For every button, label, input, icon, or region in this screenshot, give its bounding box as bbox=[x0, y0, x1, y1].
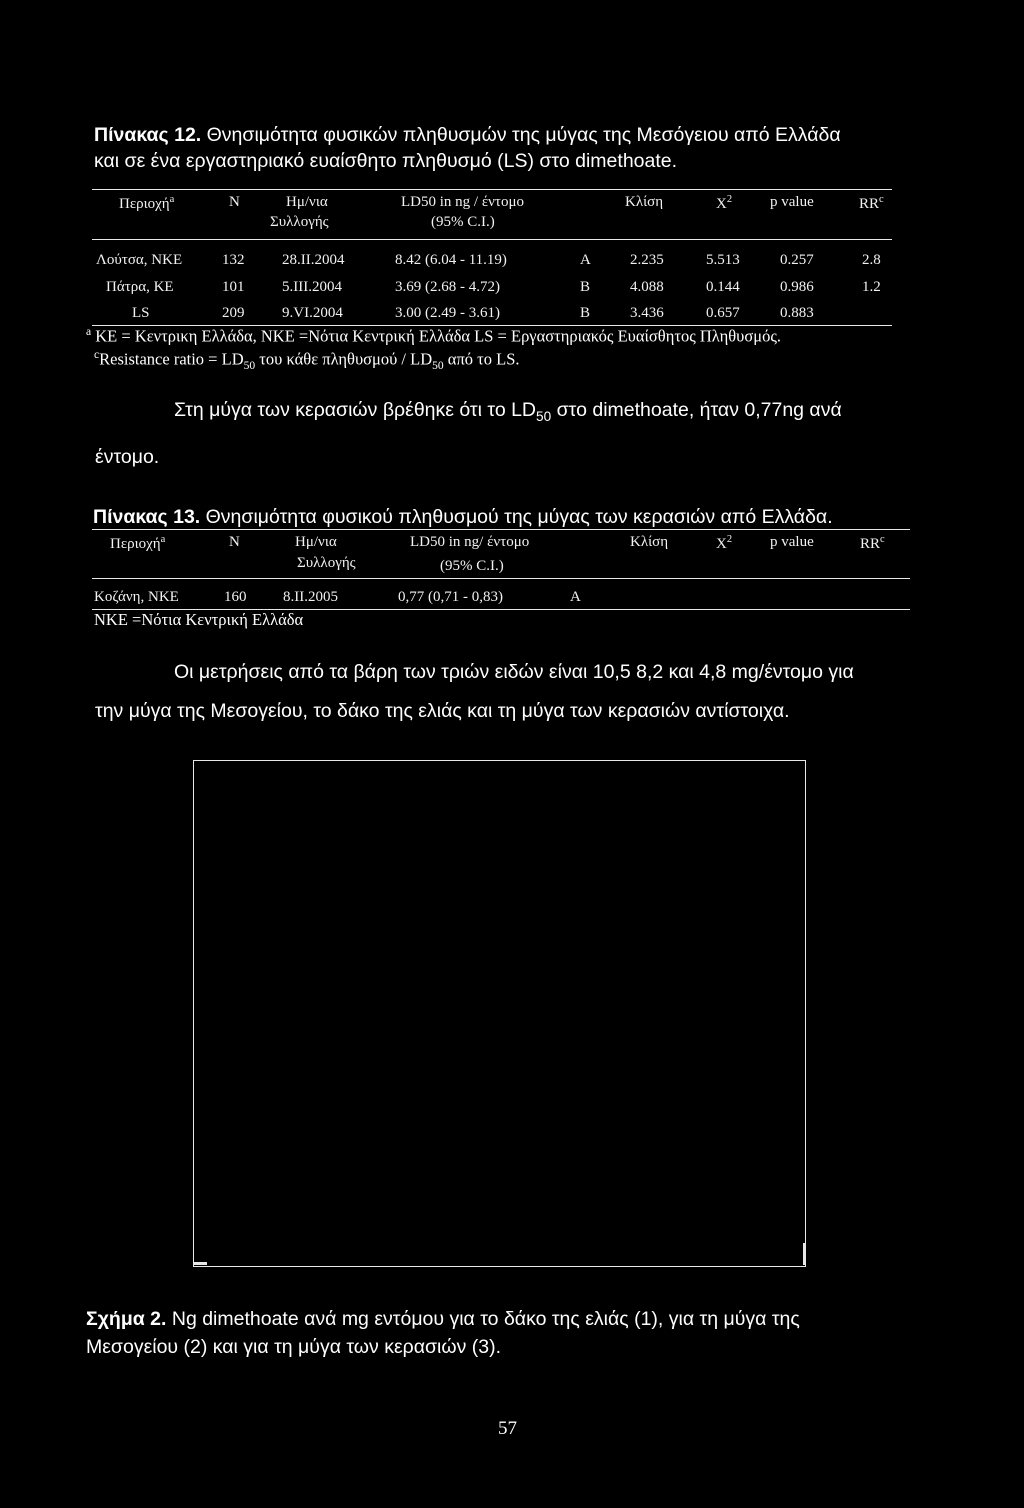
table13-caption-label: Πίνακας 13. bbox=[93, 506, 201, 528]
table12-caption-text: Θνησιμότητα φυσικών πληθυσμών της μύγας της Μεσόγειου από Ελλάδα bbox=[206, 124, 841, 146]
table12-row3-ld50: 3.00 (2.49 - 3.61) bbox=[395, 305, 500, 321]
table12-header-slope: Κλίση bbox=[625, 194, 664, 210]
paragraph-ld50-cherry: Στη μύγα των κερασιών βρέθηκε ότι το $LD_{50}$ στο dimethoate, ήταν 0,77ng ανά bbox=[174, 399, 842, 424]
table13-header-rr: $RR^c$ bbox=[860, 534, 885, 552]
table12-top-rule bbox=[92, 189, 892, 190]
table13-header-n: Ν bbox=[229, 534, 240, 550]
table12-row1-n: 132 bbox=[222, 252, 245, 268]
table13-header-rule bbox=[92, 578, 910, 579]
table12-row1-p: 0.257 bbox=[780, 252, 814, 268]
table13-header-region: Περιοχή$^a$ bbox=[110, 534, 166, 552]
table12-caption-label: Πίνακας 12. bbox=[94, 124, 202, 146]
table12-header-date-2: Συλλογής bbox=[270, 214, 329, 230]
table12-footnote-c: $^c$Resistance ratio = $LD_{50}$ του κάθε πληθυσμού / $LD_{50}$ από το LS. bbox=[94, 349, 520, 372]
table12-header-pvalue: p value bbox=[770, 194, 814, 210]
table12-row1-slope: 2.235 bbox=[630, 252, 664, 268]
table12-row3-n: 209 bbox=[222, 305, 245, 321]
table12-row3-slope: 3.436 bbox=[630, 305, 664, 321]
table12-row1-chi: 5.513 bbox=[706, 252, 740, 268]
page-number: 57 bbox=[498, 1418, 517, 1439]
table13-header-pvalue: p value bbox=[770, 534, 814, 550]
table13-row-group: A bbox=[570, 589, 581, 605]
table12-row3-chi: 0.657 bbox=[706, 305, 740, 321]
table12-caption bbox=[94, 124, 841, 147]
table13-row-n: 160 bbox=[224, 589, 247, 605]
table13-top-rule bbox=[92, 529, 910, 530]
table12-row2-slope: 4.088 bbox=[630, 279, 664, 295]
table13-footnote: ΝΚΕ =Νότια Κεντρική Ελλάδα bbox=[94, 610, 304, 629]
table12-row1-ld50: 8.42 (6.04 - 11.19) bbox=[395, 252, 507, 268]
table12-row2-ld50: 3.69 (2.68 - 4.72) bbox=[395, 279, 500, 295]
table12-row3-region: LS bbox=[132, 305, 150, 321]
table12-row1-rr: 2.8 bbox=[862, 252, 881, 268]
figure2-caption-text: Ng dimethoate ανά mg εντόμου για το δάκο της ελιάς (1), για τη μύγα της bbox=[171, 1308, 800, 1330]
table13-caption bbox=[93, 506, 833, 529]
table12-row2-chi: 0.144 bbox=[706, 279, 740, 295]
table13-header-date-2: Συλλογής bbox=[297, 555, 356, 571]
figure2-axis-tick bbox=[803, 1243, 805, 1265]
table12-row3-p: 0.883 bbox=[780, 305, 814, 321]
table12-row3-group: B bbox=[580, 305, 591, 321]
table13-header-ld50-ci: (95% C.I.) bbox=[440, 558, 504, 574]
paragraph-weights-line1: Οι μετρήσεις από τα βάρη των τριών ειδών είναι 10,5 8,2 και 4,8 mg/έντομο για bbox=[174, 661, 854, 683]
table13-row-ld50: 0,77 (0,71 - 0,83) bbox=[398, 589, 503, 605]
paragraph-weights-line2: την μύγα της Μεσογείου, το δάκο της ελιάς και τη μύγα των κερασιών αντίστοιχα. bbox=[95, 700, 790, 722]
table13-header-chi: $X^2$ bbox=[716, 534, 733, 552]
table12-footnote-a: $^a$ ΚΕ = Κεντρικη Ελλάδα, ΝΚΕ =Νότια Κεντρική Ελλάδα LS = Εργαστηριακός Ευαίσθητος Πληθυσμός. bbox=[86, 326, 781, 346]
table12-row2-group: B bbox=[580, 279, 591, 295]
figure2-caption-line2: Μεσογείου (2) και για τη μύγα των κερασιών (3). bbox=[86, 1336, 502, 1358]
table12-header-ld50: LD50 in ng / έντομο bbox=[401, 194, 524, 210]
table12-row1-date: 28.II.2004 bbox=[282, 252, 345, 268]
table12-header-rr: $RR^c$ bbox=[859, 194, 884, 212]
table12-row2-p: 0.986 bbox=[780, 279, 814, 295]
table13-header-date: Ημ/νια bbox=[295, 534, 337, 550]
figure2-axis-corner bbox=[193, 1262, 207, 1265]
figure2-plot-frame bbox=[193, 760, 806, 1267]
table13-row-date: 8.II.2005 bbox=[283, 589, 338, 605]
table12-row3-date: 9.VI.2004 bbox=[282, 305, 343, 321]
table12-caption-line2: και σε ένα εργαστηριακό ευαίσθητο πληθυσμό (LS) στο dimethoate. bbox=[94, 150, 678, 172]
table12-row2-rr: 1.2 bbox=[862, 279, 881, 295]
table13-header-slope: Κλίση bbox=[630, 534, 669, 550]
table12-row2-region: Πάτρα, ΚΕ bbox=[106, 279, 174, 295]
table12-header-region: Περιοχή$^a$ bbox=[119, 194, 175, 212]
table12-header-ld50-ci: (95% C.I.) bbox=[431, 214, 495, 230]
table12-header-chi: $X^2$ bbox=[716, 194, 733, 212]
table12-row2-date: 5.III.2004 bbox=[282, 279, 342, 295]
table12-header-rule bbox=[92, 239, 892, 240]
table13-header-ld50: LD50 in ng/ έντομο bbox=[410, 534, 530, 550]
table12-row1-region: Λούτσα, ΝΚΕ bbox=[96, 252, 183, 268]
table12-row1-group: A bbox=[580, 252, 591, 268]
figure2-caption bbox=[86, 1308, 800, 1331]
paragraph-ld50-cherry-line2: έντομο. bbox=[95, 446, 160, 468]
table12-header-n: Ν bbox=[229, 194, 240, 210]
table13-row-region: Κοζάνη, ΝΚΕ bbox=[94, 589, 179, 605]
table12-row2-n: 101 bbox=[222, 279, 245, 295]
table12-header-date: Ημ/νια bbox=[286, 194, 328, 210]
figure2-caption-label: Σχήμα 2. bbox=[86, 1308, 167, 1330]
table13-caption-text: Θνησιμότητα φυσικού πληθυσμού της μύγας των κερασιών από Ελλάδα. bbox=[205, 506, 833, 528]
